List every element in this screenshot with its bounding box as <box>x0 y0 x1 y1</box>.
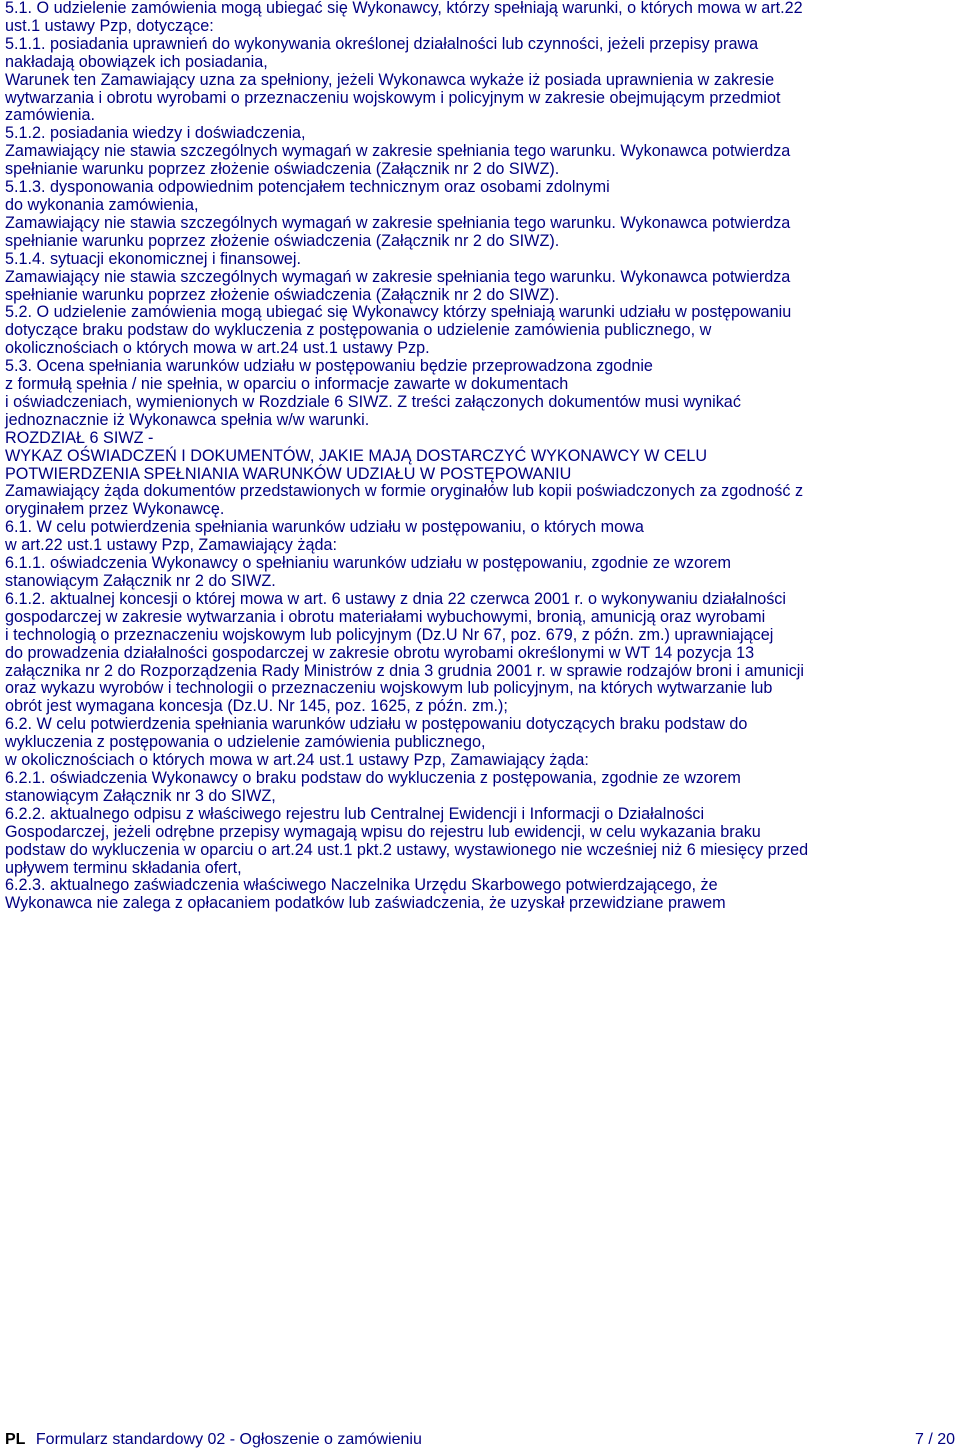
text-line: 5.1.3. dysponowania odpowiednim potencjałem technicznym oraz osobami zdolnymi <box>5 178 610 197</box>
text-line: dotyczące braku podstaw do wykluczenia z postępowania o udzielenie zamówienia publicznego, w <box>5 321 712 340</box>
text-line: stanowiącym Załącznik nr 3 do SIWZ, <box>5 786 276 805</box>
section-title: ROZDZIAŁ 6 SIWZ - <box>5 428 154 447</box>
text-line: spełnianie warunku poprzez złożenie oświadczenia (Załącznik nr 2 do SIWZ). <box>5 285 560 304</box>
text-line: 6.1.1. oświadczenia Wykonawcy o spełnianiu warunków udziału w postępowaniu, zgodnie ze wzorem <box>5 554 731 573</box>
text-line: Zamawiający żąda dokumentów przedstawionych w formie oryginałów lub kopii poświadczonych za zgodność z <box>5 482 804 501</box>
section-heading: POTWIERDZENIA SPEŁNIANIA WARUNKÓW UDZIAŁU W POSTĘPOWANIU <box>5 464 572 483</box>
language-code: PL <box>5 1431 26 1448</box>
text-line: 6.2.1. oświadczenia Wykonawcy o braku podstaw do wykluczenia z postępowania, zgodnie ze wzorem <box>5 768 741 787</box>
text-line: 5.1. O udzielenie zamówienia mogą ubiegać się Wykonawcy, którzy spełniają warunki, o których mowa w art.22 <box>5 0 803 17</box>
text-line: i oświadczeniach, wymienionych w Rozdziale 6 SIWZ. Z treści załączonych dokumentów musi wynikać <box>5 392 741 411</box>
text-line: Zamawiający nie stawia szczególnych wymagań w zakresie spełniania tego warunku. Wykonawca potwierdza <box>5 142 791 161</box>
text-line: zamówienia. <box>5 106 95 125</box>
text-line: ust.1 ustawy Pzp, dotyczące: <box>5 16 214 35</box>
text-line: 6.1.2. aktualnej koncesji o której mowa w art. 6 ustawy z dnia 22 czerwca 2001 r. o wykonywaniu działalności <box>5 589 786 608</box>
text-line: Warunek ten Zamawiający uzna za spełniony, jeżeli Wykonawca wykaże iż posiada uprawnienia w zakresie <box>5 70 775 89</box>
text-line: spełnianie warunku poprzez złożenie oświadczenia (Załącznik nr 2 do SIWZ). <box>5 231 560 250</box>
text-line: 6.2. W celu potwierdzenia spełniania warunków udziału w postępowaniu dotyczących braku podstaw do <box>5 715 748 734</box>
section-heading: WYKAZ OŚWIADCZEŃ I DOKUMENTÓW, JAKIE MAJĄ DOSTARCZYĆ WYKONAWCY W CELU <box>5 446 708 465</box>
text-line: do wykonania zamówienia, <box>5 195 199 214</box>
text-line: wytwarzania i obrotu wyrobami o przeznaczeniu wojskowym i policyjnym w zakresie obejmującym przedmiot <box>5 88 781 107</box>
text-line: 6.1. W celu potwierdzenia spełniania warunków udziału w postępowaniu, o których mowa <box>5 518 644 537</box>
text-line: do prowadzenia działalności gospodarczej w zakresie obrotu wyrobami określonymi w WT 14 pozycja 13 <box>5 643 755 662</box>
text-line: załącznika nr 2 do Rozporządzenia Rady Ministrów z dnia 3 grudnia 2001 r. w sprawie rodzajów broni i amunicji <box>5 661 804 680</box>
text-line: Zamawiający nie stawia szczególnych wymagań w zakresie spełniania tego warunku. Wykonawca potwierdza <box>5 267 791 286</box>
text-line: 6.2.2. aktualnego odpisu z właściwego rejestru lub Centralnej Ewidencji i Informacji o Działalności <box>5 804 705 823</box>
text-line: 5.1.2. posiadania wiedzy i doświadczenia, <box>5 124 306 143</box>
text-line: podstaw do wykluczenia w oparciu o art.24 ust.1 pkt.2 ustawy, wystawionego nie wcześniej niż 6 miesięcy przed <box>5 840 809 859</box>
text-line: i technologią o przeznaczeniu wojskowym lub policyjnym (Dz.U Nr 67, poz. 679, z późn. zm.) uprawniającej <box>5 625 774 644</box>
text-line: 5.2. O udzielenie zamówienia mogą ubiegać się Wykonawcy którzy spełniają warunki udziału w postępowaniu <box>5 303 792 322</box>
text-line: Wykonawca nie zalega z opłacaniem podatków lub zaświadczenia, że uzyskał przewidziane prawem <box>5 894 726 913</box>
document-body <box>5 0 957 913</box>
text-line: oryginałem przez Wykonawcę. <box>5 500 225 519</box>
form-name: Formularz standardowy 02 - Ogłoszenie o zamówieniu <box>35 1431 422 1448</box>
text-line: upływem terminu składania ofert, <box>5 858 242 877</box>
text-line: Gospodarczej, jeżeli odrębne przepisy wymagają wpisu do rejestru lub ewidencji, w celu wykazania braku <box>5 822 761 841</box>
text-line: gospodarczej w zakresie wytwarzania i obrotu materiałami wybuchowymi, bronią, amunicją oraz wyrobami <box>5 607 766 626</box>
text-line: Zamawiający nie stawia szczególnych wymagań w zakresie spełniania tego warunku. Wykonawca potwierdza <box>5 213 791 232</box>
text-line: 5.1.4. sytuacji ekonomicznej i finansowej. <box>5 249 302 268</box>
text-line: w art.22 ust.1 ustawy Pzp, Zamawiający żąda: <box>5 536 337 555</box>
page-footer <box>5 1430 955 1450</box>
text-line: 5.1.1. posiadania uprawnień do wykonywania określonej działalności lub czynności, jeżeli przepisy prawa <box>5 34 759 53</box>
text-line: w okolicznościach o których mowa w art.24 ust.1 ustawy Pzp, Zamawiający żąda: <box>5 751 589 770</box>
text-line: spełnianie warunku poprzez złożenie oświadczenia (Załącznik nr 2 do SIWZ). <box>5 160 560 179</box>
text-line: 5.3. Ocena spełniania warunków udziału w postępowaniu będzie przeprowadzona zgodnie <box>5 357 653 376</box>
text-line: nakładają obowiązek ich posiadania, <box>5 52 268 71</box>
text-line: 6.2.3. aktualnego zaświadczenia właściwego Naczelnika Urzędu Skarbowego potwierdzającego, że <box>5 876 718 895</box>
text-line: wykluczenia z postępowania o udzielenie zamówienia publicznego, <box>5 733 486 752</box>
text-line: obrót jest wymagana koncesja (Dz.U. Nr 145, poz. 1625, z późn. zm.); <box>5 697 508 716</box>
text-line: stanowiącym Załącznik nr 2 do SIWZ. <box>5 572 276 590</box>
text-line: okolicznościach o których mowa w art.24 ust.1 ustawy Pzp. <box>5 339 430 358</box>
text-line: oraz wykazu wyrobów i technologii o przeznaczeniu wojskowym lub policyjnym, na których wytwarzanie lub <box>5 679 773 698</box>
text-line: z formułą spełnia / nie spełnia, w oparciu o informacje zawarte w dokumentach <box>5 375 569 394</box>
text-line: jednoznacznie iż Wykonawca spełnia w/w warunki. <box>5 410 370 429</box>
page-number: 7 / 20 <box>914 1431 955 1448</box>
